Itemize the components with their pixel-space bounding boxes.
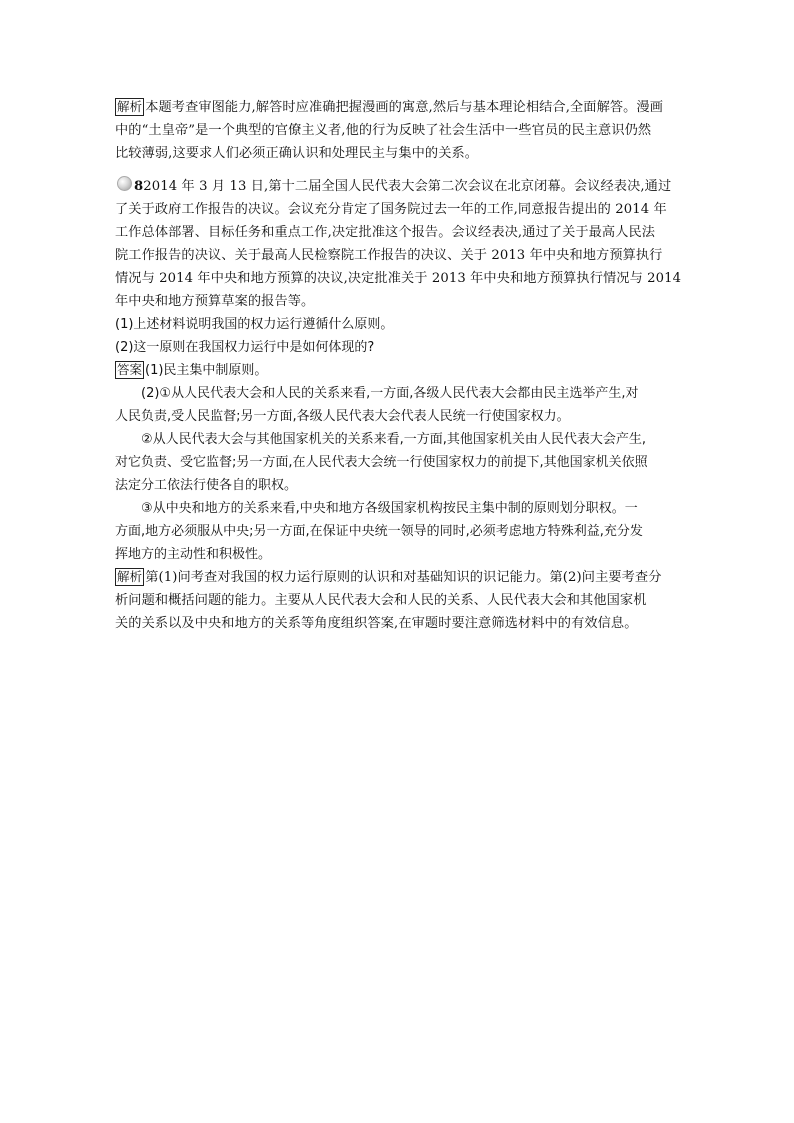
answer-line: 答案 (1)民主集中制原则。 [117, 362, 268, 378]
answer-paragraph-1-cont: 人民负责,受人民监督;另一方面,各级人民代表大会代表人民统一行使国家权力。 [115, 409, 570, 424]
answer-paragraph-2-cont: 法定分工依法行使各自的职权。 [115, 478, 298, 493]
sub-question-1: (1)上述材料说明我国的权力运行遵循什么原则。 [115, 317, 394, 332]
answer-paragraph-2: ②从人民代表大会与其他国家机关的关系来看,一方面,其他国家机关由人民代表大会产生, [141, 432, 647, 447]
question-number: 8 [134, 179, 144, 194]
question-marker-icon [117, 176, 132, 191]
analysis-line: 解析 本题考查审图能力,解答时应准确把握漫画的寓意,然后与基本理论相结合,全面解答。漫画 [117, 99, 663, 115]
analysis-line: 中的“土皇帝”是一个典型的官僚主义者,他的行为反映了社会生活中一些官员的民主意识仍然 [115, 123, 652, 138]
analysis-line: 关的关系以及中央和地方的关系等角度组织答案,在审题时要注意筛选材料中的有效信息。 [115, 616, 638, 631]
analysis-line: 比较薄弱,这要求人们必须正确认识和处理民主与集中的关系。 [115, 146, 479, 161]
analysis-line: 解析 第(1)问考查对我国的权力运行原则的认识和对基础知识的识记能力。第(2)问主要考查分 [117, 569, 662, 585]
analysis-line: 析问题和概括问题的能力。主要从人民代表大会和人民的关系、人民代表大会和其他国家机 [115, 593, 647, 608]
question-line: 年中央和地方预算草案的报告等。 [115, 294, 315, 309]
answer-paragraph-3-cont: 挥地方的主动性和积极性。 [115, 547, 272, 562]
answer-paragraph-1: (2)①从人民代表大会和人民的关系来看,一方面,各级人民代表大会都由民主选举产生,对 [141, 386, 639, 401]
answer-paragraph-3-cont: 方面,地方必须服从中央;另一方面,在保证中央统一领导的同时,必须考虑地方特殊利益,充分发 [115, 524, 643, 539]
question-8 [115, 175, 685, 359]
question-line: 工作总体部署、目标任务和重点工作,决定批准这个报告。会议经表决,通过了关于最高人民法 [115, 225, 656, 240]
question-line: 情况与 2014 年中央和地方预算的决议,决定批准关于 2013 年中央和地方预算执行情况与 2014 [115, 271, 682, 286]
content [115, 96, 685, 635]
question-line: 82014 年 3 月 13 日,第十二届全国人民代表大会第二次会议在北京闭幕。会议经表决,通过 [115, 175, 685, 198]
answer-tag: 答案 [117, 362, 143, 377]
question-line: 院工作报告的决议、关于最高人民检察院工作报告的决议、关于 2013 年中央和地方预算执行 [115, 248, 663, 263]
question-line: 了关于政府工作报告的决议。会议充分肯定了国务院过去一年的工作,同意报告提出的 2014 年 [115, 202, 667, 217]
analysis-block-2 [115, 566, 685, 635]
answer-paragraph-3: ③从中央和地方的关系来看,中央和地方各级国家机构按民主集中制的原则划分职权。一 [141, 501, 638, 516]
analysis-block-1 [115, 96, 685, 165]
sub-question-2: (2)这一原则在我国权力运行中是如何体现的? [115, 340, 375, 355]
answer-paragraph-2-cont: 对它负责、受它监督;另一方面,在人民代表大会统一行使国家权力的前提下,其他国家机关依照 [115, 455, 648, 470]
analysis-tag: 解析 [117, 99, 143, 114]
analysis-tag: 解析 [117, 569, 143, 584]
answer-block [115, 359, 685, 566]
